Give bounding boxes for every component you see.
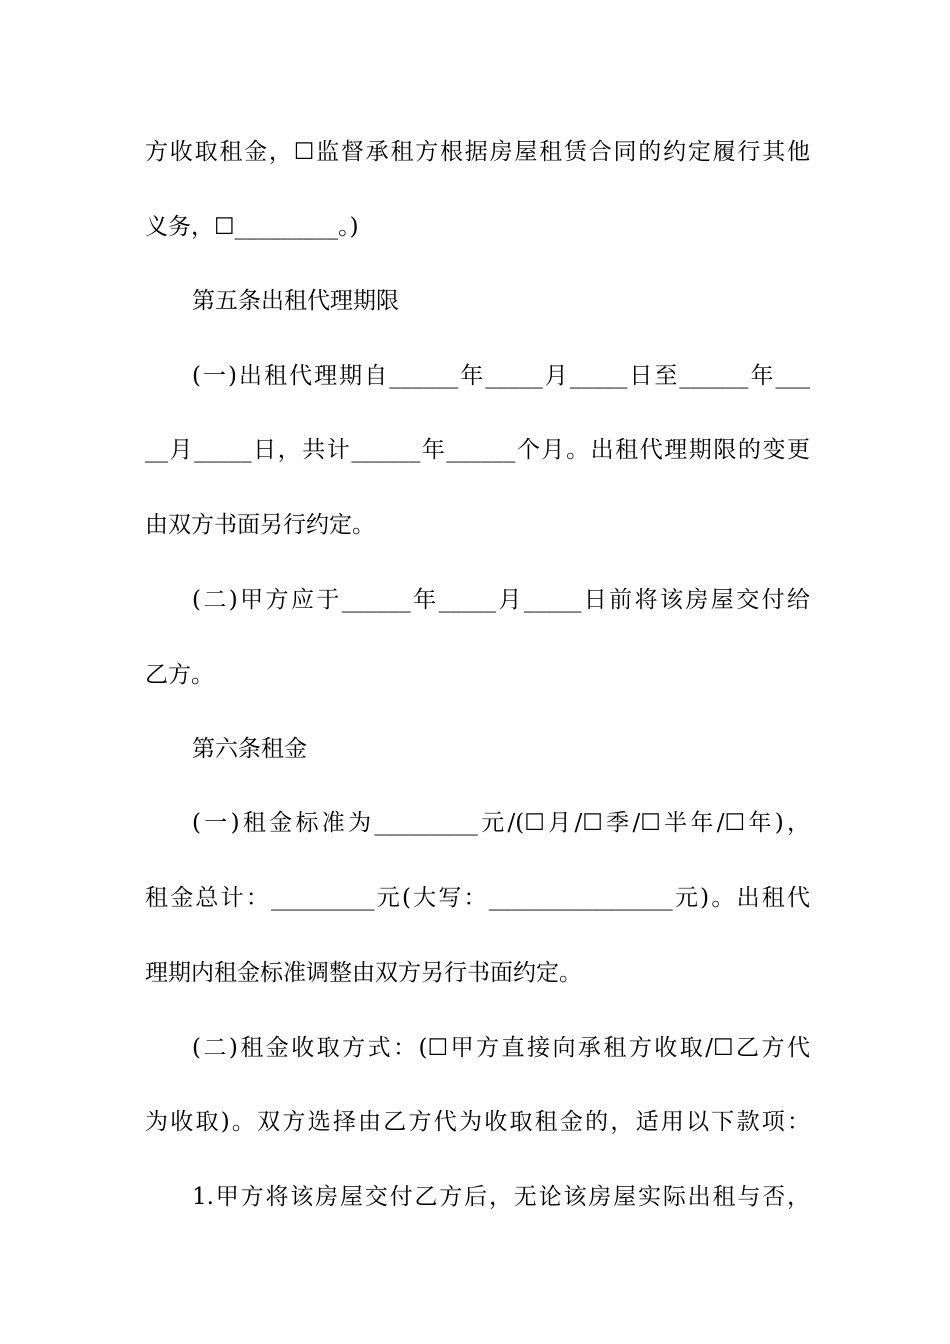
section-heading: 第五条出租代理期限 bbox=[192, 288, 399, 314]
paragraph-line: (二)甲方应于______年_____月_____日前将该房屋交付给 bbox=[192, 587, 810, 613]
paragraph-line: 理期内租金标准调整由双方另行书面约定。 bbox=[145, 960, 582, 986]
paragraph-line: 1.甲方将该房屋交付乙方后，无论该房屋实际出租与否， bbox=[192, 1184, 810, 1210]
paragraph-line: (一)租金标准为_________元/(☐月/☐季/☐半年/☐年)， bbox=[192, 810, 810, 836]
paragraph-line: __月_____日，共计______年______个月。出租代理期限的变更 bbox=[145, 437, 810, 463]
paragraph-line: 为收取)。双方选择由乙方代为收取租金的，适用以下款项： bbox=[145, 1109, 810, 1135]
paragraph-line: 租金总计：_________元(大写：________________元)。出租代 bbox=[145, 885, 810, 911]
paragraph-line: 乙方。 bbox=[145, 662, 214, 688]
paragraph-line: 义务，☐_________。) bbox=[145, 214, 359, 240]
paragraph-line: 由双方书面另行约定。 bbox=[145, 512, 375, 538]
paragraph-line: 方收取租金，☐监督承租方根据房屋租赁合同的约定履行其他 bbox=[145, 139, 810, 165]
section-heading: 第六条租金 bbox=[192, 736, 307, 762]
paragraph-line: (二)租金收取方式：(☐甲方直接向承租方收取/☐乙方代 bbox=[192, 1035, 810, 1061]
paragraph-line: (一)出租代理期自______年_____月_____日至______年___ bbox=[192, 363, 810, 389]
